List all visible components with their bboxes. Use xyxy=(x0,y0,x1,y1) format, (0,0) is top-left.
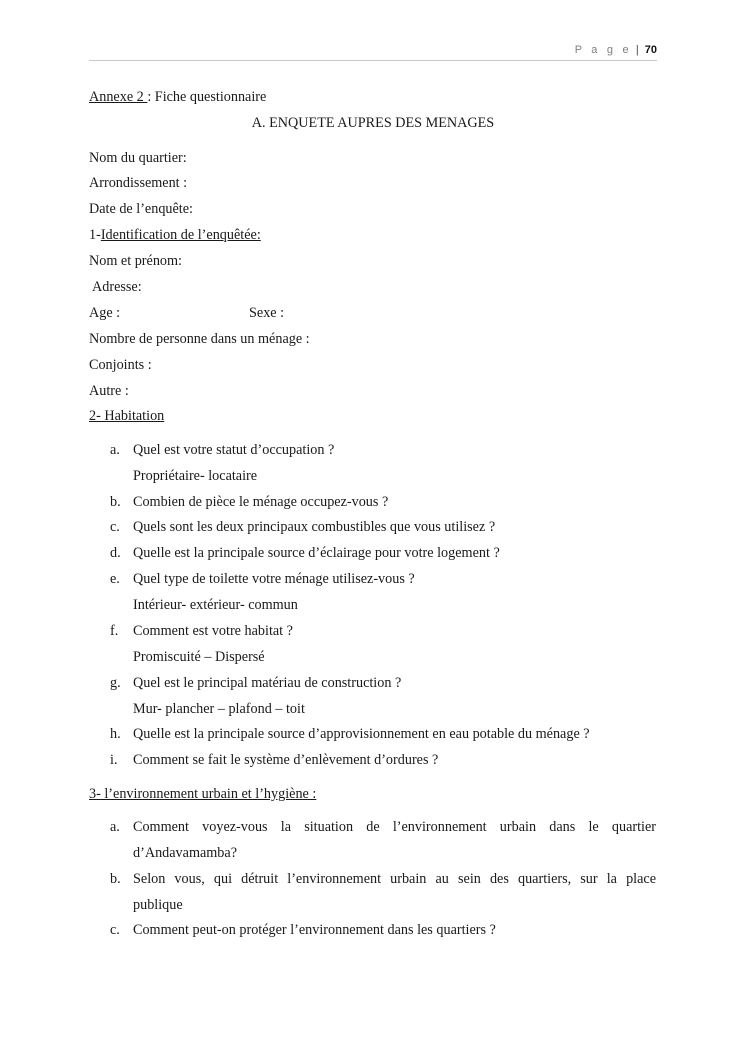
list-marker: a. xyxy=(110,442,120,458)
question-combustibles: Quels sont les deux principaux combustibles que vous utilisez ? xyxy=(133,519,496,535)
question-environnement xyxy=(133,819,656,862)
question-eclairage: Quelle est la principale source d’éclairage pour votre logement ? xyxy=(133,545,500,561)
field-nom-prenom: Nom et prénom: xyxy=(89,253,182,269)
page-number: 70 xyxy=(644,44,657,56)
question-materiau: Quel est le principal matériau de construction ? xyxy=(133,675,402,691)
answer-options: Intérieur- extérieur- commun xyxy=(133,597,298,613)
question-destruction xyxy=(133,871,656,914)
field-adresse: Adresse: xyxy=(92,279,142,295)
question-eau-potable: Quelle est la principale source d’approvisionnement en eau potable du ménage ? xyxy=(133,726,590,742)
question-ordures: Comment se fait le système d’enlèvement d’ordures ? xyxy=(133,752,439,768)
annex-title: : Fiche questionnaire xyxy=(147,89,267,105)
list-marker: d. xyxy=(110,545,121,561)
field-conjoints: Conjoints : xyxy=(89,357,152,373)
section-1-heading xyxy=(89,227,261,244)
field-sexe: Sexe : xyxy=(249,305,285,321)
document-title: A. ENQUETE AUPRES DES MENAGES xyxy=(251,115,495,131)
page-separator: | xyxy=(635,44,639,56)
question-line: Comment voyez-vous la situation de l’environnement urbain dans le quartier xyxy=(133,819,656,835)
list-marker: g. xyxy=(110,675,121,691)
list-marker: b. xyxy=(110,871,121,887)
annex-heading xyxy=(89,89,266,106)
section-1-title: Identification de l’enquêtée: xyxy=(100,227,261,243)
page-label: P a g e xyxy=(574,44,632,56)
question-line: Selon vous, qui détruit l’environnement urbain au sein des quartiers, sur la place xyxy=(133,871,656,887)
answer-options: Propriétaire- locataire xyxy=(133,468,258,484)
list-marker: f. xyxy=(110,623,119,639)
field-quartier: Nom du quartier: xyxy=(89,150,187,166)
question-line: publique xyxy=(133,897,183,913)
list-marker: e. xyxy=(110,571,120,587)
list-marker: i. xyxy=(110,752,118,768)
question-habitat: Comment est votre habitat ? xyxy=(133,623,293,639)
answer-options: Promiscuité – Dispersé xyxy=(133,649,265,665)
field-nombre-personnes: Nombre de personne dans un ménage : xyxy=(89,331,310,347)
field-age: Age : xyxy=(89,305,121,321)
list-marker: c. xyxy=(110,519,120,535)
list-marker: b. xyxy=(110,494,121,510)
question-line: d’Andavamamba? xyxy=(133,845,237,861)
question-pieces: Combien de pièce le ménage occupez-vous ? xyxy=(133,494,389,510)
section-2-title: 2- Habitation xyxy=(89,408,165,424)
field-autre: Autre : xyxy=(89,383,129,399)
annex-label: Annexe 2 xyxy=(89,89,148,105)
field-arrondissement: Arrondissement : xyxy=(89,175,188,191)
page-header xyxy=(89,44,657,61)
answer-options: Mur- plancher – plafond – toit xyxy=(133,701,305,717)
list-marker: a. xyxy=(110,819,120,835)
list-marker: h. xyxy=(110,726,121,742)
section-3-title: 3- l’environnement urbain et l’hygiène : xyxy=(89,786,317,802)
question-protection: Comment peut-on protéger l’environnement dans les quartiers ? xyxy=(133,922,496,938)
section-1-number: 1- xyxy=(89,227,101,243)
field-date: Date de l’enquête: xyxy=(89,201,193,217)
question-statut: Quel est votre statut d’occupation ? xyxy=(133,442,335,458)
list-marker: c. xyxy=(110,922,120,938)
question-toilette: Quel type de toilette votre ménage utilisez-vous ? xyxy=(133,571,415,587)
